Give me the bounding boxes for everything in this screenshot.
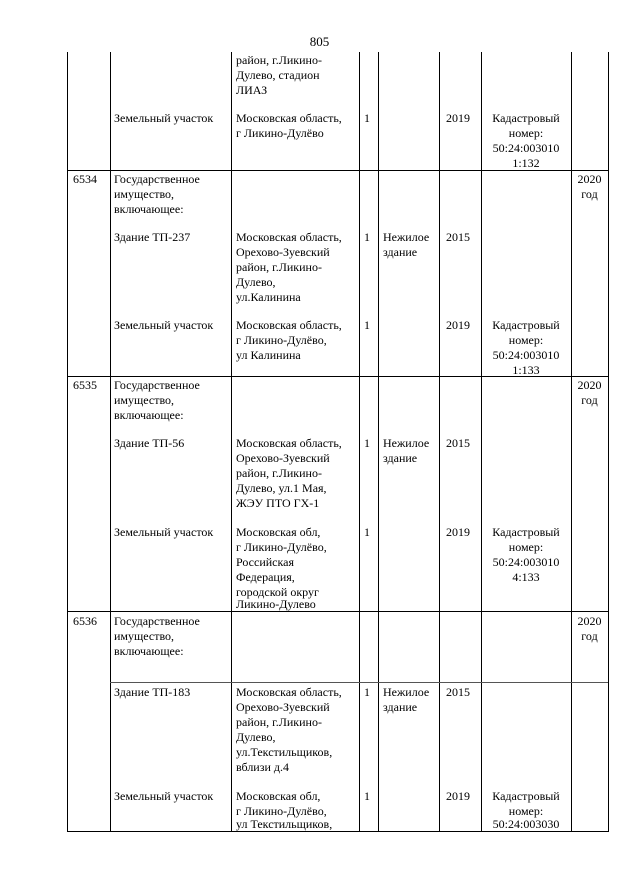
record-id: 6535: [73, 378, 97, 392]
year: 2015: [446, 685, 470, 699]
cadastral-line: номер:: [508, 333, 544, 347]
cadastral-line: 50:24:003030: [492, 817, 560, 831]
address-line: городской округ: [236, 585, 319, 599]
address-line: Ликино-Дулево: [236, 597, 316, 611]
year: 2015: [446, 230, 470, 244]
cadastral-line: 4:133: [512, 570, 540, 584]
address-line: г Ликино-Дулёво: [236, 126, 324, 140]
address-line: Федерация,: [236, 570, 295, 584]
cadastral-line: номер:: [508, 804, 544, 818]
address-line: ул Текстильщиков,: [236, 817, 333, 831]
item-name: Здание ТП-237: [114, 230, 191, 244]
cadastral-line: 50:24:003010: [492, 141, 560, 155]
address-line: Московская область,: [236, 111, 342, 125]
item-name: Земельный участок: [114, 789, 214, 803]
item-name: Здание ТП-56: [114, 436, 185, 450]
address-line: ул.Калинина: [236, 290, 301, 304]
quantity: 1: [364, 318, 370, 332]
item-name: Государственное: [114, 614, 200, 628]
year: 2019: [446, 111, 470, 125]
item-name: включающее:: [114, 644, 184, 658]
quantity: 1: [364, 789, 370, 803]
address-line: ул Калинина: [236, 348, 301, 362]
purpose: здание: [383, 245, 418, 259]
item-name: Здание ТП-183: [114, 685, 191, 699]
item-name: включающее:: [114, 202, 184, 216]
item-name: имущество,: [114, 629, 175, 643]
record-id: 6534: [73, 172, 97, 186]
cadastral-line: 50:24:003010: [492, 348, 560, 362]
address-line: Дулево,: [236, 275, 276, 289]
address-line: Дулево,: [236, 730, 276, 744]
end-year: год: [581, 187, 598, 201]
purpose: Нежилое: [383, 436, 430, 450]
address-line: г Ликино-Дулёво,: [236, 540, 327, 554]
quantity: 1: [364, 436, 370, 450]
cadastral-line: Кадастровый: [492, 318, 560, 332]
address-line: ул.Текстильщиков,: [236, 745, 333, 759]
address-line: г Ликино-Дулёво,: [236, 333, 327, 347]
purpose: здание: [383, 700, 418, 714]
cadastral-line: 1:132: [512, 156, 540, 170]
address-line: Московская область,: [236, 436, 342, 450]
record-id: 6536: [73, 614, 97, 628]
item-name: Государственное: [114, 172, 200, 186]
item-name: имущество,: [114, 393, 175, 407]
purpose: Нежилое: [383, 230, 430, 244]
address-line: район, г.Ликино-: [236, 53, 322, 67]
item-name: Земельный участок: [114, 111, 214, 125]
item-name: включающее:: [114, 408, 184, 422]
address-line: Московская обл,: [236, 525, 321, 539]
cadastral-line: номер:: [508, 126, 544, 140]
cadastral-line: Кадастровый: [492, 111, 560, 125]
quantity: 1: [364, 685, 370, 699]
address-line: вблизи д.4: [236, 760, 289, 774]
item-name: Земельный участок: [114, 318, 214, 332]
quantity: 1: [364, 230, 370, 244]
address-line: Орехово-Зуевский: [236, 451, 330, 465]
purpose: Нежилое: [383, 685, 430, 699]
cadastral-line: номер:: [508, 540, 544, 554]
address-line: район, г.Ликино-: [236, 466, 322, 480]
quantity: 1: [364, 111, 370, 125]
year: 2015: [446, 436, 470, 450]
address-line: Московская область,: [236, 230, 342, 244]
year: 2019: [446, 525, 470, 539]
quantity: 1: [364, 525, 370, 539]
item-name: Государственное: [114, 378, 200, 392]
cadastral-line: Кадастровый: [492, 789, 560, 803]
cadastral-line: Кадастровый: [492, 525, 560, 539]
address-line: Орехово-Зуевский: [236, 245, 330, 259]
purpose: здание: [383, 451, 418, 465]
address-line: ЖЭУ ПТО ГХ-1: [236, 496, 320, 510]
item-name: Земельный участок: [114, 525, 214, 539]
address-line: район, г.Ликино-: [236, 260, 322, 274]
end-year: год: [581, 393, 598, 407]
cadastral-line: 50:24:003010: [492, 555, 560, 569]
address-line: Российская: [236, 555, 294, 569]
end-year: 2020: [577, 172, 602, 186]
page-number: 805: [309, 34, 330, 49]
year: 2019: [446, 318, 470, 332]
end-year: год: [581, 629, 598, 643]
end-year: 2020: [577, 378, 602, 392]
address-line: Московская область,: [236, 685, 342, 699]
cadastral-line: 1:133: [512, 363, 540, 377]
item-name: имущество,: [114, 187, 175, 201]
address-line: Дулево, стадион: [236, 68, 320, 82]
address-line: Дулево, ул.1 Мая,: [236, 481, 327, 495]
year: 2019: [446, 789, 470, 803]
address-line: район, г.Ликино-: [236, 715, 322, 729]
address-line: ЛИАЗ: [236, 83, 268, 97]
address-line: Московская область,: [236, 318, 342, 332]
address-line: г Ликино-Дулёво,: [236, 804, 327, 818]
address-line: Московская обл,: [236, 789, 321, 803]
address-line: Орехово-Зуевский: [236, 700, 330, 714]
end-year: 2020: [577, 614, 602, 628]
